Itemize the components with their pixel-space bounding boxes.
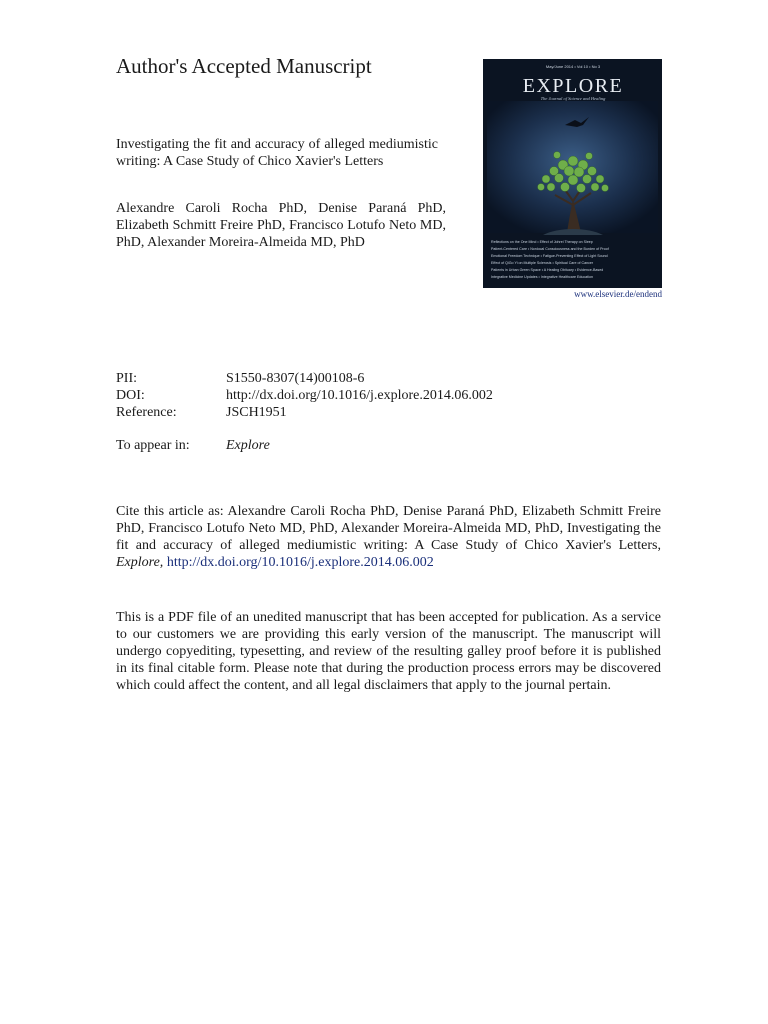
- reference-value: JSCH1951: [226, 405, 287, 420]
- citation-journal: Explore,: [116, 555, 164, 570]
- svg-text:Emotional Freedom Technique: Emotional Freedom Technique • Fatigue-Preventing Effect of Light Sound: [491, 254, 608, 258]
- citation-doi-link[interactable]: http://dx.doi.org/10.1016/j.explore.2014.06.002: [166, 555, 434, 570]
- manuscript-heading: Author's Accepted Manuscript: [116, 54, 372, 78]
- article-authors: Alexandre Caroli Rocha PhD, Denise Paraná PhD, Elizabeth Schmitt Freire PhD, Francisco Lotufo Neto MD, PhD, Alexander Moreira-Almeida MD, PhD: [116, 201, 446, 250]
- appear-value: Explore: [226, 438, 270, 453]
- reference-label: Reference:: [116, 405, 177, 420]
- appear-label: To appear in:: [116, 438, 190, 453]
- cover-issue-line: May/June 2014 • Vol 10 • No 3: [545, 64, 601, 69]
- doi-value: http://dx.doi.org/10.1016/j.explore.2014.06.002: [226, 388, 493, 403]
- disclaimer-paragraph: This is a PDF file of an unedited manuscript that has been accepted for publication. As a service to our customers we are providing this early version of the manuscript. The manuscript will undergo copyediting, typesetting, and review of the resulting galley proof before it is published in its final citable form. Please note that during the production process errors may be discovered which could affect the content, and all legal disclaimers that apply to the journal pertain.: [116, 610, 661, 693]
- pii-row: [116, 370, 493, 387]
- article-meta: [116, 370, 493, 421]
- reference-row: [116, 404, 493, 421]
- pii-value: S1550-8307(14)00108-6: [226, 371, 365, 386]
- journal-cover-image: [483, 59, 662, 288]
- svg-text:Reflections on the One Mind: Reflections on the One Mind • Effect of Johrei Therapy on Sleep: [491, 240, 593, 244]
- to-appear-in: [116, 437, 270, 454]
- citation-text: Cite this article as: Alexandre Caroli Rocha PhD, Denise Paraná PhD, Elizabeth Schmitt Freire PhD, Francisco Lotufo Neto MD, PhD, Alexander Moreira-Almeida MD, PhD, Investigating the fit and accuracy of alleged mediumistic writing: A Case Study of Chico Xavier's Letters,: [116, 504, 661, 553]
- svg-text:Integrative Medicine Updates: Integrative Medicine Updates • Integrative Healthcare Education: [491, 275, 593, 279]
- cover-journal-name: EXPLORE: [522, 75, 624, 97]
- svg-text:Patients in Urban Green Space: Patients in Urban Green Space • A Healing Obituary • Evidence-Based: [491, 268, 604, 272]
- svg-text:Patient-Centered Care • No: Patient-Centered Care • Nonlocal Consciousness and the Burden of Proof: [491, 247, 609, 251]
- doi-row: [116, 387, 493, 404]
- svg-text:Effect of QiGo Yi on Multiple: Effect of QiGo Yi on Multiple Sclerosis • Spiritual Care of Cancer: [491, 261, 594, 265]
- cover-journal-subtitle: The Journal of Science and Healing: [540, 96, 606, 101]
- doi-label: DOI:: [116, 388, 145, 403]
- article-title: Investigating the fit and accuracy of alleged mediumistic writing: A Case Study of Chico Xavier's Letters: [116, 137, 438, 169]
- pii-label: PII:: [116, 371, 137, 386]
- cover-journal-link[interactable]: www.elsevier.de/endend: [574, 289, 662, 299]
- citation-paragraph: [116, 503, 661, 571]
